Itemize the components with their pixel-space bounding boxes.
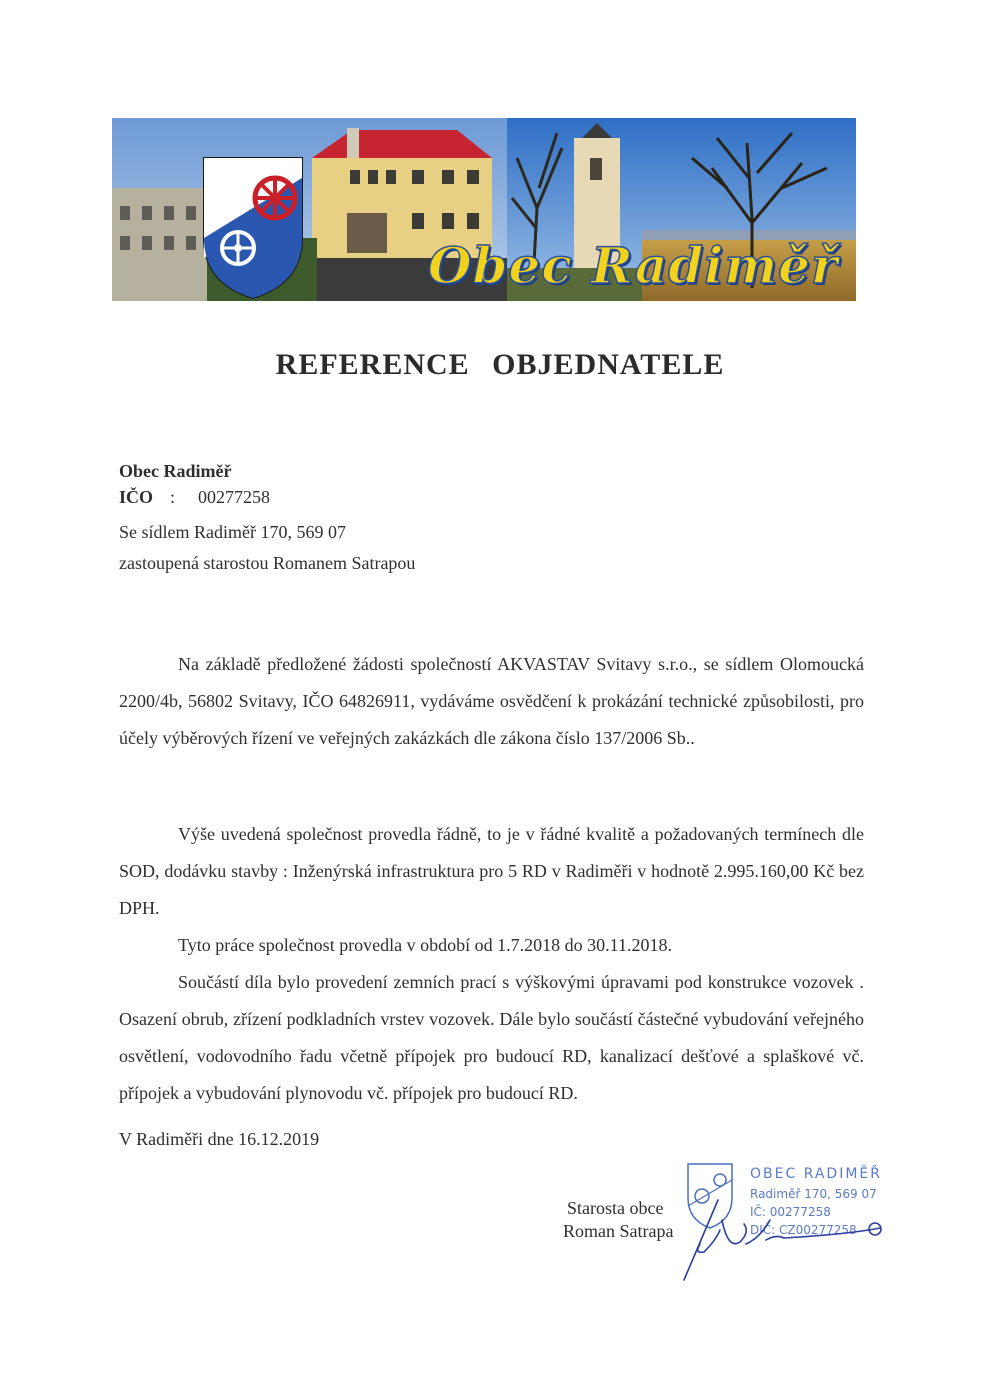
stamp-line-3: IČ: 00277258 <box>750 1205 831 1219</box>
issuer-representative: zastoupená starostou Romanem Satrapou <box>119 553 416 573</box>
document-title: REFERENCE OBJEDNATELE <box>275 348 725 381</box>
body-paragraph-1 <box>119 646 864 757</box>
body-paragraph-2 <box>119 816 864 1112</box>
ico-label: IČO <box>119 487 154 507</box>
paragraph-scope: Součástí díla bylo provedení zemních prací s výškovými úpravami pod konstrukce vozovek . Osazení obrub, zřízení podkladních vrstev vozovek. Dále bylo součástí částečné vybudování veřejného osvětlení, vodovodního řadu včetně přípojek pro budoucí RD, kanalizací dešťové a splaškové vč. přípojek a vybudování plynovodu vč. přípojek pro budoucí RD. <box>119 972 864 1103</box>
paragraph-period: Tyto práce společnost provedla v období od 1.7.2018 do 30.11.2018. <box>178 935 672 955</box>
paragraph-contract: Výše uvedená společnost provedla řádně, to je v řádné kvalitě a požadovaných termínech dle SOD, dodávku stavby : Inženýrská infrastruktura pro 5 RD v Radiměři v hodnotě 2.995.160,00 Kč bez DPH. <box>119 824 864 918</box>
paragraph-request: Na základě předložené žádosti společností AKVASTAV Svitavy s.r.o., se sídlem Olomoucká 2200/4b, 56802 Svitavy, IČO 64826911, vydáváme osvědčení k prokázání technické způsobilosti, pro účely výběrových řízení ve veřejných zakázkách dle zákona číslo 137/2006 Sb.. <box>119 654 864 748</box>
signatory-name: Roman Satrapa <box>563 1221 674 1241</box>
signatory-role: Starosta obce <box>567 1198 664 1218</box>
ico-value: 00277258 <box>198 487 270 507</box>
stamp-line-4: DIČ: CZ00277258 <box>750 1223 857 1237</box>
issuer-address: Se sídlem Radiměř 170, 569 07 <box>119 522 346 542</box>
ico-separator: : <box>170 487 176 507</box>
stamp-line-1: OBEC RADIMĚŘ <box>750 1166 882 1182</box>
banner-title: Obec Radiměř <box>428 236 839 295</box>
place-date: V Radiměři dne 16.12.2019 <box>119 1129 320 1149</box>
signature-drawing <box>680 1180 890 1290</box>
issuer-name: Obec Radiměř <box>119 461 232 481</box>
handwritten-signature <box>680 1180 890 1290</box>
header-banner <box>112 118 856 301</box>
stamp-line-2: Radiměř 170, 569 07 <box>750 1187 877 1201</box>
